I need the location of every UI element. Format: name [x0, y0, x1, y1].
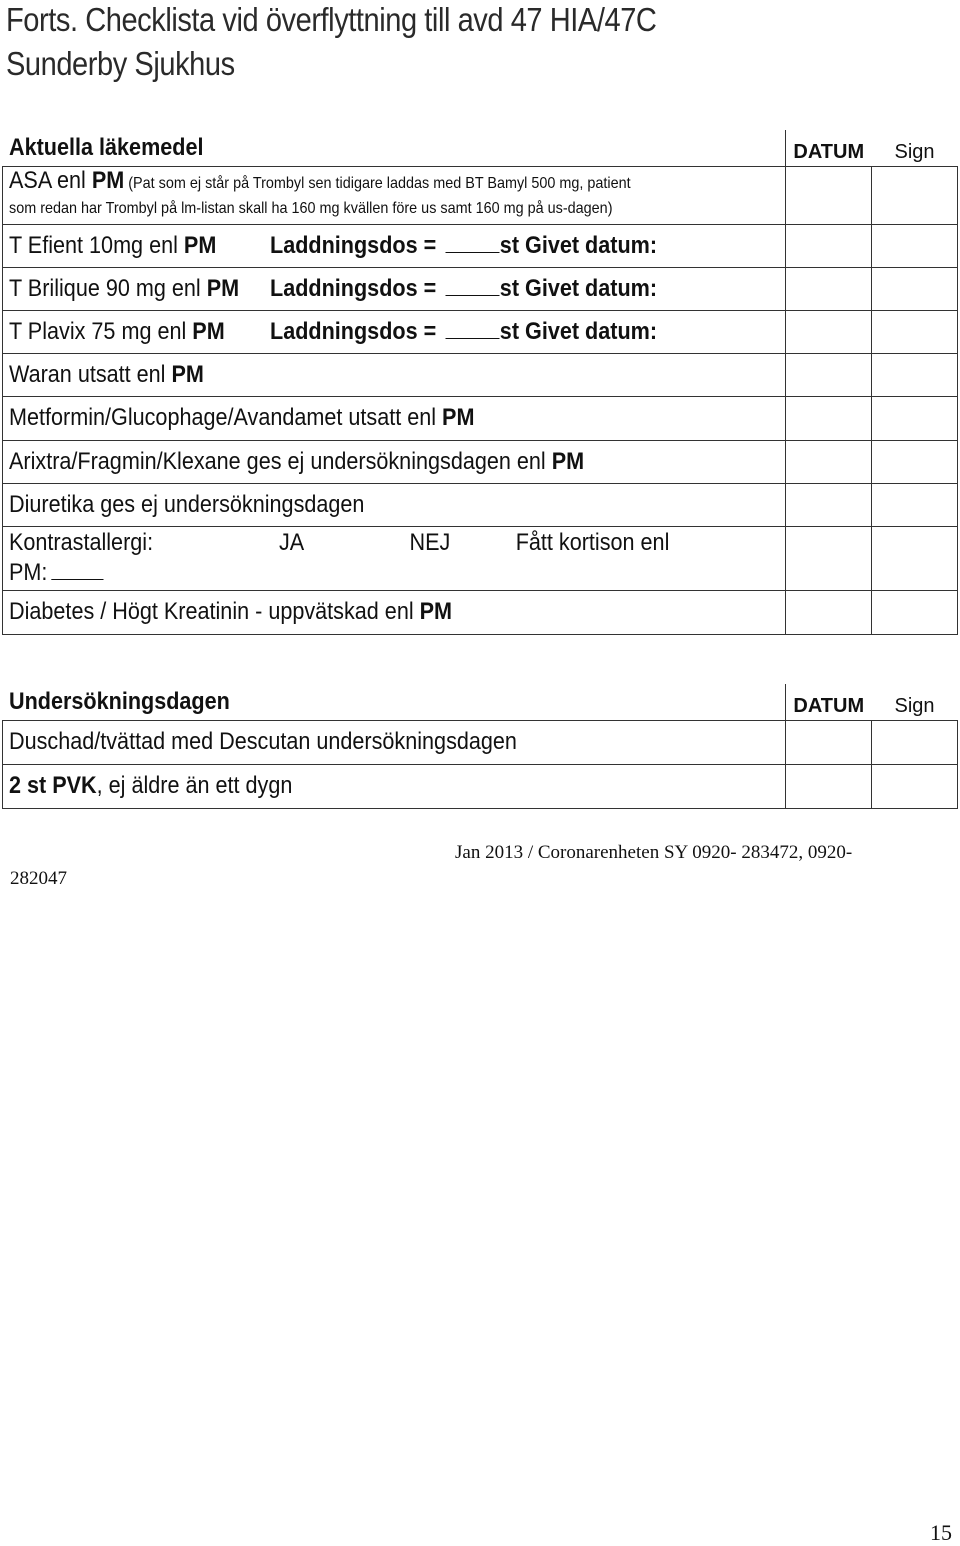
column-header-sign-2: Sign	[872, 684, 958, 720]
row-metformin: Metformin/Glucophage/Avandamet utsatt enl PM	[3, 396, 958, 440]
row-kontrast-datum-cell[interactable]	[786, 526, 872, 590]
row-brilique-datum-cell[interactable]	[786, 267, 872, 310]
plavix-dose-blank[interactable]	[446, 320, 500, 339]
row-diuretika-datum-cell[interactable]	[786, 483, 872, 526]
row-asa	[3, 166, 958, 224]
title-line-1: Forts. Checklista vid överflyttning till avd 47 HIA/47C	[6, 1, 657, 38]
row-brilique-sign-cell[interactable]	[872, 267, 958, 310]
row-metformin-datum-cell[interactable]	[786, 396, 872, 440]
section-heading-examination-day: Undersökningsdagen	[3, 684, 786, 720]
efient-dose-blank[interactable]	[446, 234, 500, 253]
row-duschad-datum-cell[interactable]	[786, 720, 872, 764]
footer-contact-continued: 282047	[10, 868, 67, 889]
row-diabetes-sign-cell[interactable]	[872, 590, 958, 634]
row-pvk-datum-cell[interactable]	[786, 764, 872, 808]
row-efient-datum-cell[interactable]	[786, 224, 872, 267]
row-pvk: 2 st PVK, ej äldre än ett dygn	[3, 764, 958, 808]
row-efient: T Efient 10mg enl PM Laddningsdos = st Givet datum:	[3, 224, 958, 267]
examination-day-table	[2, 684, 958, 809]
row-pvk-sign-cell[interactable]	[872, 764, 958, 808]
row-asa-datum-cell[interactable]	[786, 166, 872, 224]
row-arixtra: Arixtra/Fragmin/Klexane ges ej undersökningsdagen enl PM	[3, 440, 958, 483]
row-kontrastallergi: Kontrastallergi: JA NEJ Fått kortison enl PM:	[3, 526, 958, 590]
row-plavix-datum-cell[interactable]	[786, 310, 872, 353]
row-diuretika-sign-cell[interactable]	[872, 483, 958, 526]
row-duschad-sign-cell[interactable]	[872, 720, 958, 764]
medication-checklist-table	[2, 130, 958, 635]
kontrast-ja-option[interactable]: JA	[279, 529, 305, 556]
row-diabetes-datum-cell[interactable]	[786, 590, 872, 634]
page-number: 15	[930, 1520, 952, 1545]
row-plavix-sign-cell[interactable]	[872, 310, 958, 353]
row-arixtra-sign-cell[interactable]	[872, 440, 958, 483]
brilique-dose-blank[interactable]	[446, 277, 500, 296]
row-waran-sign-cell[interactable]	[872, 353, 958, 396]
section-heading-medications: Aktuella läkemedel	[3, 130, 786, 166]
row-metformin-sign-cell[interactable]	[872, 396, 958, 440]
row-plavix: T Plavix 75 mg enl PM Laddningsdos = st Givet datum:	[3, 310, 958, 353]
row-waran-datum-cell[interactable]	[786, 353, 872, 396]
column-header-datum-2: DATUM	[786, 684, 872, 720]
kortison-pm-blank[interactable]	[51, 561, 103, 580]
row-diuretika: Diuretika ges ej undersökningsdagen	[3, 483, 958, 526]
row-asa-text: ASA enl PM (Pat som ej står på Trombyl sen tidigare laddas med BT Bamyl 500 mg, patient som redan har Trombyl på lm-listan skall ha 160 mg kvällen före us samt 160 mg på us-dagen)	[3, 166, 786, 224]
kontrast-nej-option[interactable]: NEJ	[409, 529, 451, 556]
row-efient-sign-cell[interactable]	[872, 224, 958, 267]
row-brilique: T Brilique 90 mg enl PM Laddningsdos = st Givet datum:	[3, 267, 958, 310]
row-waran: Waran utsatt enl PM	[3, 353, 958, 396]
page-title	[6, 0, 956, 86]
column-header-sign: Sign	[872, 130, 958, 166]
footer-contact: Jan 2013 / Coronarenheten SY 0920- 283472, 0920-	[455, 842, 853, 863]
row-diabetes: Diabetes / Högt Kreatinin - uppvätskad enl PM	[3, 590, 958, 634]
title-line-2: Sunderby Sjukhus	[6, 45, 235, 82]
row-asa-sign-cell[interactable]	[872, 166, 958, 224]
row-arixtra-datum-cell[interactable]	[786, 440, 872, 483]
row-kontrast-sign-cell[interactable]	[872, 526, 958, 590]
row-duschad: Duschad/tvättad med Descutan undersökningsdagen	[3, 720, 958, 764]
column-header-datum: DATUM	[786, 130, 872, 166]
